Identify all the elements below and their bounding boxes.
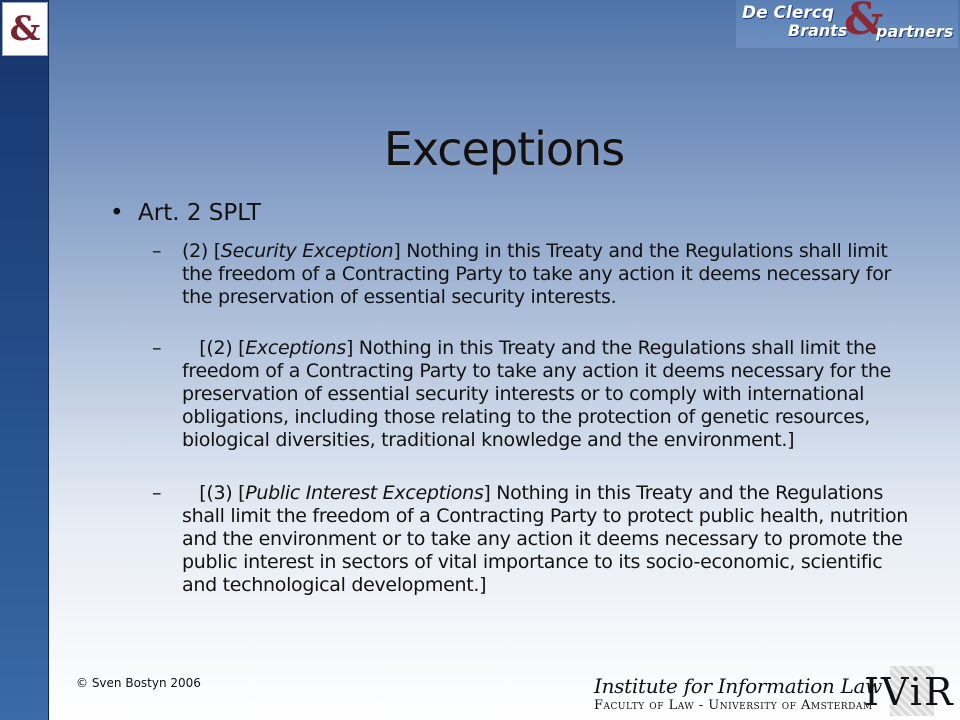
slide-title: Exceptions bbox=[383, 122, 625, 176]
left-sidebar-bar bbox=[0, 0, 49, 720]
ivir-logo bbox=[592, 670, 956, 718]
logo-ampersand: & bbox=[844, 0, 884, 45]
ivir-mark: IViR bbox=[864, 670, 955, 714]
sub-item-exceptions bbox=[152, 337, 912, 452]
declercq-brants-partners-logo bbox=[736, 0, 958, 48]
text-post: ] Nothing in this Treaty and the Regulations shall limit the freedom of a Contracting Party to take any action it deems necessary for the preservation of essential security interests or to comply with international obligations, including those relating to the protection of genetic resources, biological diversities, traditional knowledge and the environment.] bbox=[182, 337, 892, 451]
text-italic: Public Interest Exceptions bbox=[245, 482, 484, 504]
copyright-notice: © Sven Bostyn 2006 bbox=[76, 676, 201, 690]
text-italic: Exceptions bbox=[245, 337, 346, 359]
text-pre: (2) [ bbox=[182, 240, 221, 262]
ivir-institute-name: Institute for Information Law bbox=[594, 674, 882, 698]
dash-marker: – bbox=[152, 482, 162, 504]
sub-item-text bbox=[182, 240, 912, 309]
sub-item-text bbox=[182, 482, 912, 597]
text-post: ] Nothing in this Treaty and the Regulations shall limit the freedom of a Contracting Party to take any action it deems necessary for the preservation of essential security interests. bbox=[182, 240, 892, 308]
text-italic: Security Exception bbox=[220, 240, 394, 262]
main-bullet-text: Art. 2 SPLT bbox=[138, 200, 261, 226]
sub-item-text bbox=[182, 337, 912, 452]
logo-text-brants: Brants bbox=[788, 21, 848, 40]
text-post: ] Nothing in this Treaty and the Regulations shall limit the freedom of a Contracting Party to protect public health, nutrition and the environment or to take any action it deems necessary to promote the public interest in sectors of vital importance to its socio-economic, scientific and technological development.] bbox=[182, 482, 909, 596]
ivir-faculty-name: Faculty of Law - University of Amsterdam bbox=[594, 698, 873, 713]
main-bullet bbox=[110, 200, 261, 226]
text-pre: [(2) [ bbox=[182, 337, 246, 359]
dash-marker: – bbox=[152, 337, 162, 359]
logo-text-declercq: De Clercq bbox=[742, 3, 835, 23]
text-pre: [(3) [ bbox=[182, 482, 246, 504]
logo-text-partners: partners bbox=[876, 22, 954, 41]
dash-marker: – bbox=[152, 240, 162, 262]
ampersand-logo: & bbox=[2, 2, 48, 56]
sub-item-public-interest-exceptions bbox=[152, 482, 912, 597]
sub-item-security-exception bbox=[152, 240, 912, 309]
bullet-dot: • bbox=[110, 200, 124, 226]
